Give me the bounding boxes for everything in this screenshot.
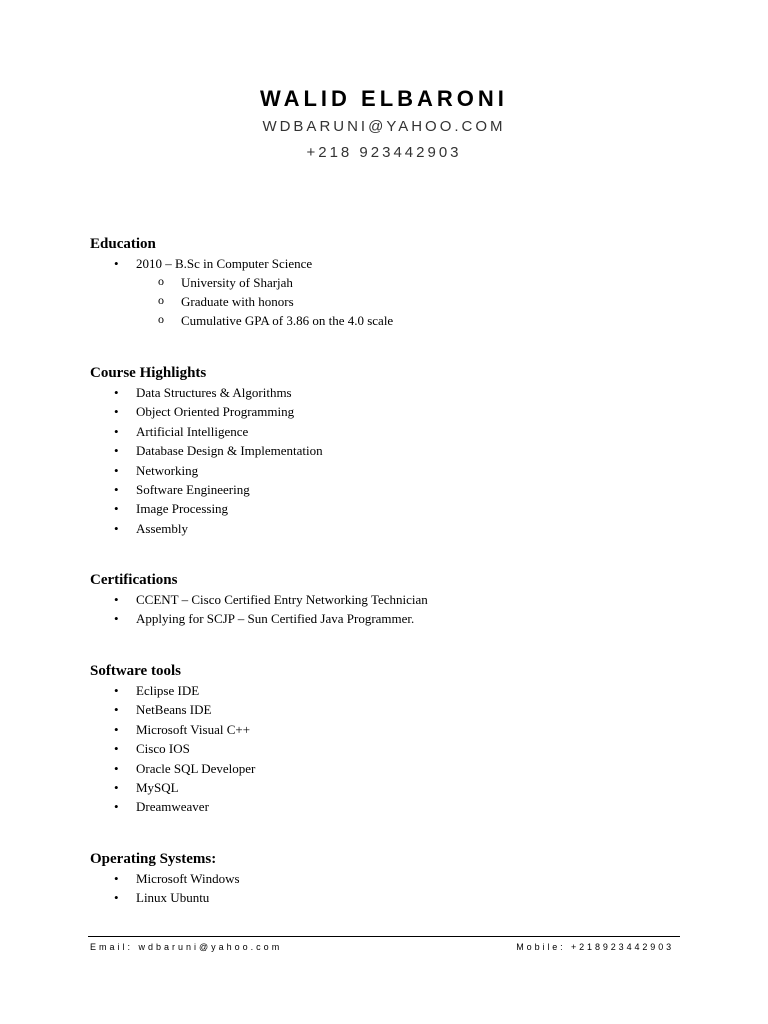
education-section [90,234,393,330]
software-tools-list [90,681,255,817]
software-tool-item: • Oracle SQL Developer [90,759,255,778]
course-highlights-heading: Course Highlights [90,365,207,381]
course-item: • Assembly [90,519,323,538]
course-highlights-section [90,363,323,538]
course-list [90,383,323,538]
course-item: • Image Processing [90,499,323,518]
education-list [90,254,393,273]
certification-list [90,590,428,629]
software-tools-section [90,661,255,817]
resume-header [0,84,768,166]
education-heading: Education [90,236,156,252]
course-item: • Object Oriented Programming [90,402,323,421]
education-item: • 2010 – B.Sc in Computer Science [90,254,393,273]
operating-system-item: • Linux Ubuntu [90,888,240,907]
course-item: • Artificial Intelligence [90,422,323,441]
education-detail: o University of Sharjah [90,273,393,292]
certification-item: • CCENT – Cisco Certified Entry Networking Technician [90,590,428,609]
software-tool-item: • Microsoft Visual C++ [90,720,255,739]
page-footer [90,940,674,954]
software-tool-item: • Eclipse IDE [90,681,255,700]
software-tools-heading: Software tools [90,663,181,679]
software-tool-item: • Cisco IOS [90,739,255,758]
software-tool-item: • Dreamweaver [90,797,255,816]
footer-email: Email: wdbaruni@yahoo.com [90,942,283,952]
certifications-heading: Certifications [90,572,178,588]
course-item: • Data Structures & Algorithms [90,383,323,402]
operating-system-item: • Microsoft Windows [90,869,240,888]
certification-item: • Applying for SCJP – Sun Certified Java Programmer. [90,609,428,628]
education-details [90,273,393,330]
education-detail: o Cumulative GPA of 3.86 on the 4.0 scale [90,311,393,330]
operating-systems-heading: Operating Systems: [90,851,217,867]
header-phone: +218 923442903 [306,144,462,161]
header-email: WDBARUNI@YAHOO.COM [262,118,506,135]
operating-systems-list [90,869,240,908]
course-item: • Networking [90,461,323,480]
candidate-name: WALID ELBARONI [260,86,508,111]
course-item: • Software Engineering [90,480,323,499]
operating-systems-section [90,849,240,908]
course-item: • Database Design & Implementation [90,441,323,460]
software-tool-item: • NetBeans IDE [90,700,255,719]
software-tool-item: • MySQL [90,778,255,797]
footer-divider [88,936,680,937]
certifications-section [90,570,428,629]
education-detail: o Graduate with honors [90,292,393,311]
footer-mobile: Mobile: +218923442903 [516,942,674,952]
